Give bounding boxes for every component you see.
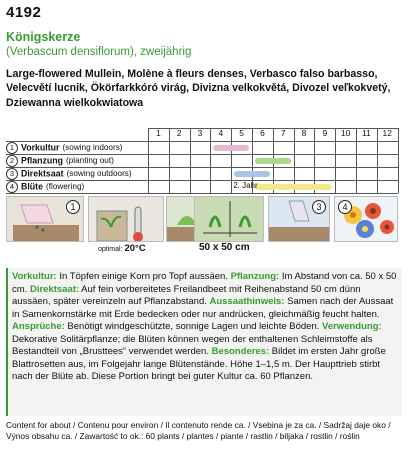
- month-header: 5: [239, 128, 244, 138]
- year-label: 2. Jahr: [233, 181, 258, 190]
- month-header: 8: [301, 128, 307, 138]
- calendar-grid-line: [377, 128, 378, 193]
- calendar-grid-line: [190, 128, 191, 193]
- verwendung-text: Dekorative Solitärpflanze; die Blüten können wegen der enthaltenen Schleimstoffe als Bestandteil von „Brusttees“ verwendet werden.: [12, 333, 373, 357]
- sowing-calendar: [6, 128, 398, 194]
- optimal-temperature: [98, 243, 146, 254]
- step-sublabel: (sowing indoors): [62, 143, 123, 153]
- calendar-grid-line: [231, 128, 232, 193]
- vorkultur-heading: Vorkultur:: [12, 271, 57, 282]
- calendar-grid-line: [148, 128, 149, 193]
- latin-name: (Verbascum densiflorum), zweijährig: [6, 46, 192, 58]
- step-sublabel: (flowering): [46, 182, 85, 192]
- direktsaat-heading: Direktsaat:: [29, 283, 80, 295]
- step-label: Vorkultur: [21, 142, 60, 153]
- germination-picture: [88, 196, 164, 242]
- besonderes-heading: Besonderes:: [211, 346, 270, 357]
- content-line-2: Výnos obsahu ca. / Zawartość to ok.: 60 plants / plantes / piante / rastlin / biljaka / rostlin / roślin: [6, 431, 360, 441]
- month-header: 9: [322, 128, 328, 138]
- calendar-grid-line: [398, 128, 399, 193]
- content-line-1: Content for about / Contenu pour environ / Il contenuto rende ca. / Vsebina je za ca. / Sadržaj daje oko /: [6, 420, 391, 430]
- step-sublabel: (sowing outdoors): [66, 169, 132, 179]
- month-header: 3: [197, 128, 203, 138]
- direktsaat-text: Auf fein vorbereitetes Freilandbeet mit Reihenabstand 50 cm dünn aussäen, später vereinzeln auf Pflanzabstand.: [12, 283, 361, 307]
- step-badge: 3: [312, 200, 326, 214]
- anspruche-text: Benötigt windgeschützte, sonnige Lagen und leichte Böden.: [64, 321, 323, 332]
- sowing-picture: [6, 196, 84, 242]
- optimal-temp-value: 20°C: [124, 243, 146, 254]
- month-header: 11: [362, 128, 371, 138]
- aussaat-text: Samen nach der Aussaat in Samenkornstärke mit Erde bedecken oder nur andrücken, gleichmäßig feucht halten.: [12, 296, 394, 320]
- spacing-picture: [194, 196, 264, 242]
- step-number: 3: [6, 168, 18, 180]
- anspruche-heading: Ansprüche:: [12, 321, 65, 332]
- verwendung-heading: Verwendung:: [322, 321, 382, 332]
- step-number: 4: [6, 181, 18, 193]
- month-header: 10: [340, 128, 351, 138]
- direct-sowing-picture: [268, 196, 330, 242]
- spacing-illustration: [195, 197, 264, 242]
- calendar-row-label: [6, 141, 123, 154]
- vorkultur-text: In Töpfen einige Korn pro Topf aussäen.: [56, 271, 231, 282]
- month-header: 12: [382, 128, 392, 138]
- product-code: 4192: [6, 4, 42, 21]
- month-header: 1: [156, 128, 161, 138]
- spacing-label: 50 x 50 cm: [199, 242, 250, 253]
- optimal-label: optimal:: [98, 246, 123, 253]
- calendar-grid-line: [356, 128, 357, 193]
- calendar-grid-line: [335, 128, 336, 193]
- pflanzung-heading: Pflanzung:: [230, 271, 280, 282]
- common-names: Large-flowered Mullein, Molène à fleurs denses, Verbasco falso barbasso, Velecvětí lucnik, Ökörfarkkóró virág, Divizna velkokvětá, Divozel veľkokvetý, Dziewanna wielkokwiatowa: [6, 68, 391, 109]
- calendar-row-label: [6, 167, 132, 180]
- step-label: Blüte: [21, 181, 43, 192]
- aussaat-heading: Aussaathinweis:: [209, 296, 285, 307]
- step-number: 2: [6, 155, 18, 167]
- step-label: Direktsaat: [21, 168, 64, 179]
- calendar-grid-line: [6, 193, 398, 194]
- step-number: 1: [6, 142, 18, 154]
- pictogram-strip: [6, 196, 398, 259]
- step-badge: 1: [66, 200, 80, 214]
- calendar-row-label: [6, 154, 114, 167]
- step-label: Pflanzung: [21, 155, 64, 166]
- calendar-bar: [213, 145, 249, 151]
- month-header: 7: [280, 128, 286, 138]
- step-badge: 4: [338, 200, 352, 214]
- calendar-row-label: [6, 180, 84, 193]
- plant-title: Königskerze: [6, 30, 81, 44]
- flowers-picture: [334, 196, 398, 242]
- month-header: 2: [176, 128, 182, 138]
- seedling-illustration: [89, 197, 164, 242]
- calendar-bar: [255, 184, 332, 190]
- besonderes-text: Bildet im ersten Jahr große Blattrosetten aus, im Folgejahr lange Blütenstände. Höhe 1–1,5 m. Der Haupttrieb stirbt nach der Blüte ab. Diese Portion bringt bei guter Kultur ca. 60 Pflanzen.: [12, 346, 386, 382]
- calendar-grid-line: [169, 128, 170, 193]
- calendar-grid-line: [210, 128, 211, 193]
- month-header: 4: [218, 128, 224, 138]
- content-amount: [6, 420, 406, 442]
- calendar-bar: [234, 171, 270, 177]
- step-sublabel: (planting out): [66, 156, 114, 166]
- pflanzung-text: Im Abstand von ca. 50 x 50 cm.: [12, 271, 397, 295]
- growing-instructions: [6, 268, 402, 416]
- calendar-bar: [255, 158, 291, 164]
- month-header: 6: [260, 128, 265, 138]
